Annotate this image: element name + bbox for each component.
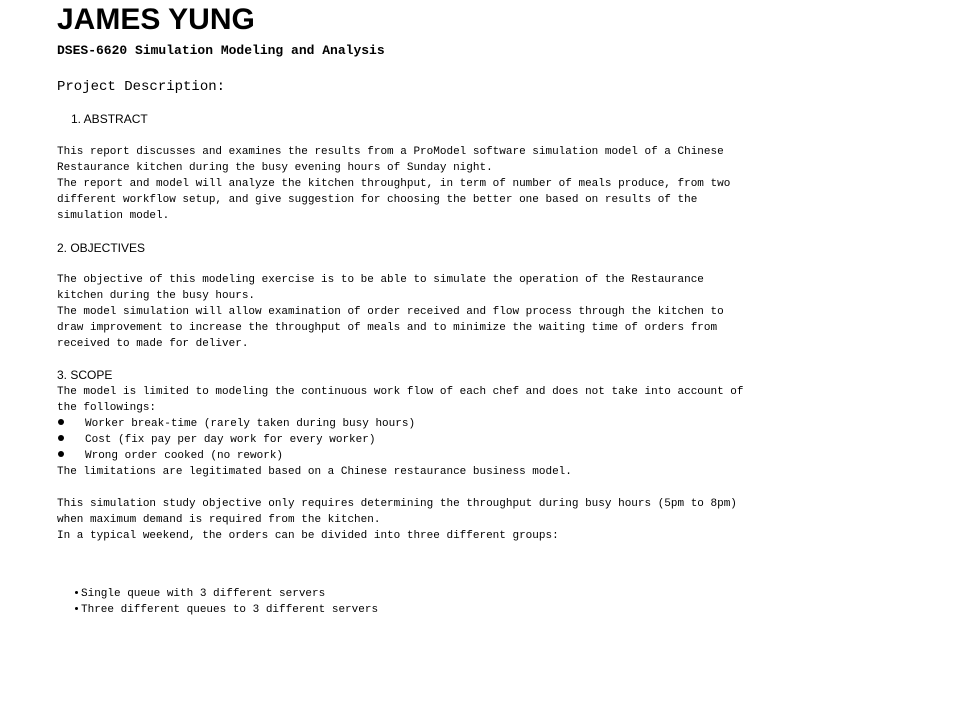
bullet-icon — [58, 435, 64, 441]
scope-limitations-line: The limitations are legitimated based on a Chinese restaurance business model. — [57, 466, 572, 478]
bullet-icon — [58, 419, 64, 425]
abstract-line: simulation model. — [57, 210, 170, 222]
abstract-line: different workflow setup, and give suggestion for choosing the better one based on results of the — [57, 194, 698, 206]
scope-bullet-text: Wrong order cooked (no rework) — [85, 450, 284, 462]
abstract-line: This report discusses and examines the results from a ProModel software simulation model of a Chinese — [57, 146, 724, 158]
scope-bullet-item — [57, 432, 375, 448]
objectives-line: draw improvement to increase the throughput of meals and to minimize the waiting time of orders from — [57, 322, 718, 334]
scope-bullet-item — [57, 416, 415, 432]
objectives-line: The objective of this modeling exercise is to be able to simulate the operation of the Restaurance — [57, 274, 704, 286]
objectives-line: The model simulation will allow examination of order received and flow process through the kitchen to — [57, 306, 724, 318]
bullet-icon — [75, 591, 78, 594]
course-title: DSES-6620 Simulation Modeling and Analysis — [57, 43, 385, 58]
setup-bullet-text: Single queue with 3 different servers — [81, 588, 326, 600]
scope-bullet-text: Cost (fix pay per day work for every worker) — [85, 434, 376, 446]
project-description-label: Project Description: — [57, 79, 226, 95]
bullet-icon — [75, 607, 78, 610]
scope-study-line: This simulation study objective only requires determining the throughput during busy hours (5pm to 8pm) — [57, 498, 737, 510]
abstract-heading: 1. ABSTRACT — [71, 112, 148, 126]
objectives-line: received to made for deliver. — [57, 338, 249, 350]
abstract-line: The report and model will analyze the kitchen throughput, in term of number of meals produce, from two — [57, 178, 731, 190]
author-name: JAMES YUNG — [57, 3, 255, 36]
scope-study-line: In a typical weekend, the orders can be divided into three different groups: — [57, 530, 559, 542]
scope-study-line: when maximum demand is required from the kitchen. — [57, 514, 381, 526]
scope-bullet-text: Worker break-time (rarely taken during busy hours) — [85, 418, 416, 430]
setup-bullet-text: Three different queues to 3 different servers — [81, 604, 379, 616]
bullet-icon — [58, 451, 64, 457]
scope-bullet-item — [57, 448, 283, 464]
scope-heading: 3. SCOPE — [57, 368, 113, 382]
objectives-line: kitchen during the busy hours. — [57, 290, 256, 302]
objectives-heading: 2. OBJECTIVES — [57, 241, 146, 255]
setup-bullet-item — [75, 586, 325, 602]
scope-intro-line: The model is limited to modeling the continuous work flow of each chef and does not take into account of — [57, 386, 744, 398]
abstract-line: Restaurance kitchen during the busy evening hours of Sunday night. — [57, 162, 493, 174]
scope-intro-line: the followings: — [57, 402, 157, 414]
setup-bullet-item — [75, 602, 378, 618]
